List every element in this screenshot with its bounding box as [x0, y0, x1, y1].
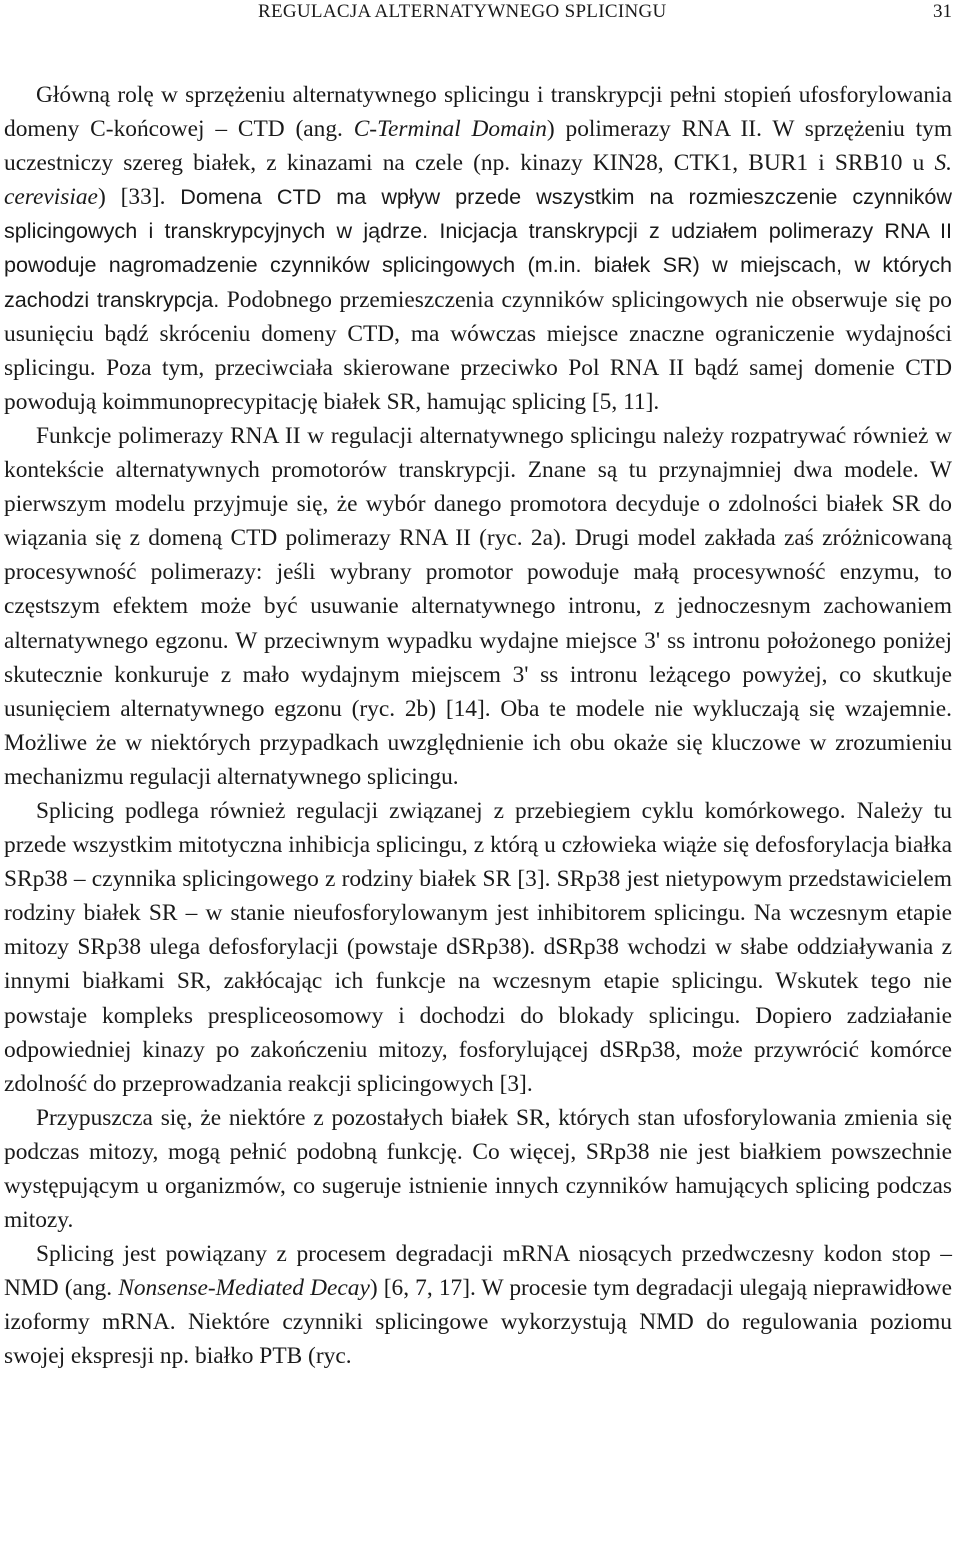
text-segment: ) [33].: [97, 184, 181, 211]
italic-term: S. cerevisiae: [4, 150, 952, 211]
article-body: [4, 78, 952, 1374]
paragraph: [4, 794, 952, 1101]
text-segment: Podobnego przemieszczenia czynników splicingowych nie obserwuje się po usunięciu bądź skróceniu domeny CTD, ma wówczas miejsce znaczne ograniczenie wydajności splicingu. Poza tym, przeciwciała skierowane przeciwko Pol RNA II bądź samej domenie CTD powodują koimmunoprecypitację białek SR, hamując splicing [5, 11].: [4, 286, 952, 415]
text-segment: Główną rolę w sprzężeniu alternatywnego splicingu i transkrypcji pełni stopień ufosforylowania domeny C-końcowej – CTD (ang.: [4, 82, 952, 143]
italic-term: Nonsense-Mediated Decay: [118, 1275, 370, 1302]
text-segment: Splicing jest powiązany z procesem degradacji mRNA niosących przedwczesny kodon stop – NMD (ang.: [4, 1241, 952, 1302]
page-header: [0, 0, 960, 30]
text-segment: Funkcje polimerazy RNA II w regulacji alternatywnego splicingu należy rozpatrywać również w kontekście alternatywnych promotorów transkrypcji. Znane są tu przynajmniej dwa modele. W pierwszym modelu przyjmuje się, że wybór danego promotora decyduje o zdolności białek SR do wiązania się z domeną CTD polimerazy RNA II (ryc. 2a). Drugi model zakłada zaś zróżnicowaną procesywność polimerazy: jeśli wybrany promotor powoduje małą procesywność enzymu, to częstszym efektem może być usuwanie alternatywnego intronu, z jednoczesnym zachowaniem alternatywnego egzonu. W przeciwnym wypadku wydajne miejsce 3' ss intronu położonego poniżej skutecznie konkuruje z mało wydajnym miejscem 3' ss intronu leżącego powyżej, co skutkuje usunięciem alternatywnego egzonu (ryc. 2b) [14]. Oba te modele nie wykluczają się wzajemnie. Możliwe że w niektórych przypadkach uwzględnienie ich obu okaże się kluczowe w zrozumieniu mechanizmu regulacji alternatywnego splicingu.: [4, 422, 952, 790]
text-segment: ) polimerazy RNA II. W sprzężeniu tym uczestniczy szereg białek, z kinazami na czele (np. kinazy KIN28, CTK1, BUR1 i SRB10 u: [4, 116, 953, 177]
paragraph: [4, 1237, 952, 1373]
paragraph: [4, 78, 952, 419]
sans-serif-passage: Domena CTD ma wpływ przede wszystkim na rozmieszczenie czynników splicingowych i transkrypcyjnych w jądrze. Inicjacja transkrypcji z udziałem polimerazy RNA II powoduje nagromadzenie czynników splicingowych (m.in. białek SR) w miejscach, w których zachodzi transkrypcja.: [4, 184, 952, 312]
page-number: 31: [933, 1, 952, 22]
text-segment: Przypuszcza się, że niektóre z pozostałych białek SR, których stan ufosforylowania zmienia się podczas mitozy, mogą pełnić podobną funkcję. Co więcej, SRp38 nie jest białkiem powszechnie występującym u organizmów, co sugeruje istnienie innych czynników hamujących splicing podczas mitozy.: [4, 1104, 952, 1234]
italic-term: C-Terminal Domain: [353, 116, 547, 143]
paragraph: [4, 1101, 952, 1237]
text-segment: ) [6, 7, 17]. W procesie tym degradacji ulegają nieprawidłowe izoformy mRNA. Niektóre czynniki splicingowe wykorzystują NMD do regulowania poziomu swojej ekspresji np. białko PTB (ryc.: [4, 1275, 952, 1370]
paragraph: [4, 419, 952, 794]
text-segment: Splicing podlega również regulacji związanej z przebiegiem cyklu komórkowego. Należy tu przede wszystkim mitotyczna inhibicja splicingu, z którą u człowieka wiąże się defosforylacja białka SRp38 – czynnika splicingowego z rodziny białek SR [3]. SRp38 jest nietypowym przedstawicielem rodziny białek SR – w stanie nieufosforylowanym jest inhibitorem splicingu. Na wczesnym etapie mitozy SRp38 ulega defosforylacji (powstaje dSRp38). dSRp38 wchodzi w słabe oddziaływania z innymi białkami SR, zakłócając ich funkcje na wczesnym etapie splicingu. Wskutek tego nie powstaje kompleks prespliceosomowy i dochodzi do blokady splicingu. Dopiero zadziałanie odpowiedniej kinazy po zakończeniu mitozy, fosforylującej dSRp38, może przywrócić komórce zdolność do przeprowadzania reakcji splicingowych [3].: [4, 797, 952, 1097]
running-title: REGULACJA ALTERNATYWNEGO SPLICINGU: [258, 1, 667, 22]
